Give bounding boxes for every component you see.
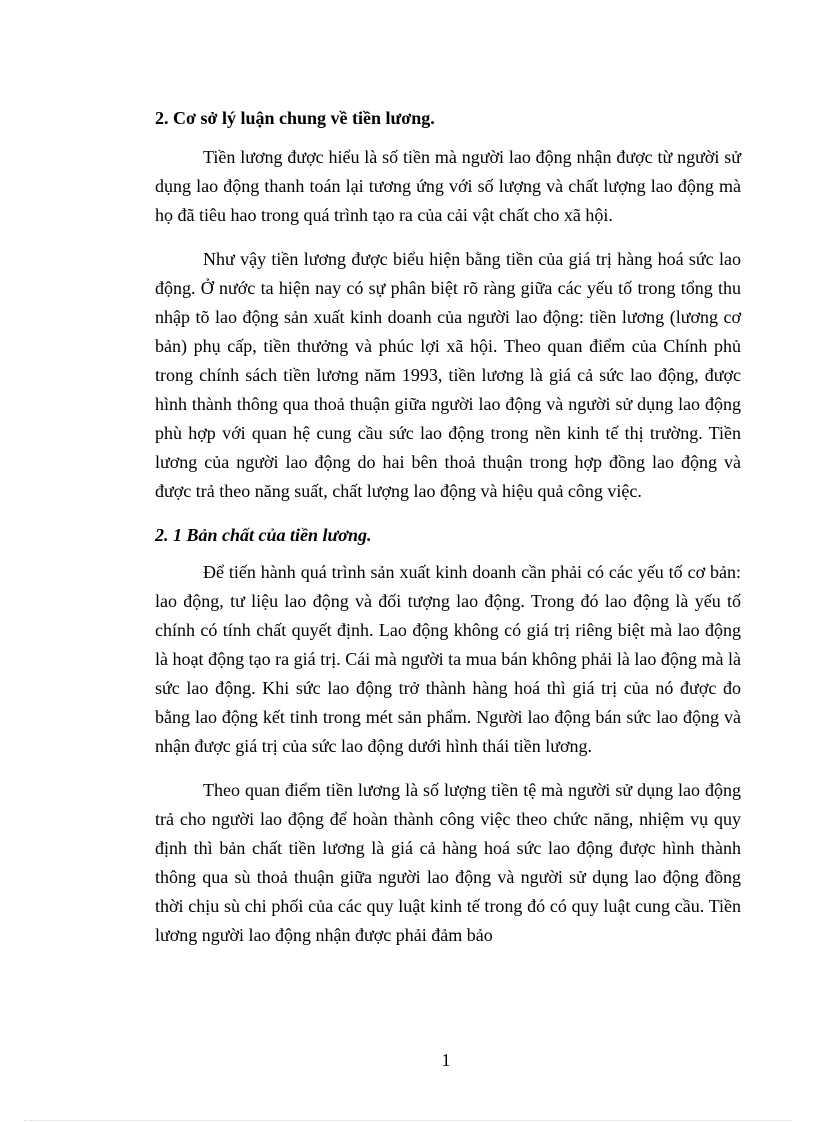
footer-divider <box>24 1120 792 1121</box>
document-page <box>155 104 741 965</box>
section-paragraph-2: Theo quan điểm tiền lương là số lượng tiền tệ mà người sử dụng lao động trả cho người lao động để hoàn thành công việc theo chức năng, nhiệm vụ quy định thì bản chất tiền lương là giá cả hàng hoá sức lao động được hình thành thông qua sù thoả thuận giữa người lao động và người sử dụng lao động đồng thời chịu sù chi phối của các quy luật kinh tế trong đó có quy luật cung cầu. Tiền lương người lao động nhận được phải đảm bảo <box>155 780 741 945</box>
page-number: 1 <box>441 1050 451 1070</box>
intro-paragraph-1: Tiền lương được hiểu là số tiền mà người lao động nhận được từ người sử dụng lao động thanh toán lại tương ứng với số lượng và chất lượng lao động mà họ đã tiêu hao trong quá trình tạo ra của cải vật chất cho xã hội. <box>155 147 741 225</box>
section-heading: 2. Cơ sở lý luận chung về tiền lương. <box>155 108 435 128</box>
subsection-heading: 2. 1 Bản chất của tiền lương. <box>155 525 372 545</box>
section-paragraph-1: Để tiến hành quá trình sản xuất kinh doanh cần phải có các yếu tố cơ bản: lao động, tư liệu lao động và đối tượng lao động. Trong đó lao động là yếu tố chính có tính chất quyết định. Lao động không có giá trị riêng biệt mà lao động là hoạt động tạo ra giá trị. Cái mà người ta mua bán không phải là lao động mà là sức lao động. Khi sức lao động trở thành hàng hoá thì giá trị của nó được đo bằng lao động kết tinh trong mét sản phẩm. Người lao động bán sức lao động và nhận được giá trị của sức lao động dưới hình thái tiền lương. <box>155 562 741 756</box>
intro-paragraph-2: Như vậy tiền lương được biểu hiện bằng tiền của giá trị hàng hoá sức lao động. Ở nước ta hiện nay có sự phân biệt rõ ràng giữa các yếu tố trong tổng thu nhập tõ lao động sản xuất kinh doanh của người lao động: tiền lương (lương cơ bản) phụ cấp, tiền thưởng và phúc lợi xã hội. Theo quan điểm của Chính phủ trong chính sách tiền lương năm 1993, tiền lương là giá cả sức lao động, được hình thành thông qua thoả thuận giữa người lao động và người sử dụng lao động phù hợp với quan hệ cung cầu sức lao động trong nền kinh tế thị trường. Tiền lương của người lao động do hai bên thoả thuận trong hợp đồng lao động và được trả theo năng suất, chất lượng lao động và hiệu quả công việc. <box>155 249 741 501</box>
